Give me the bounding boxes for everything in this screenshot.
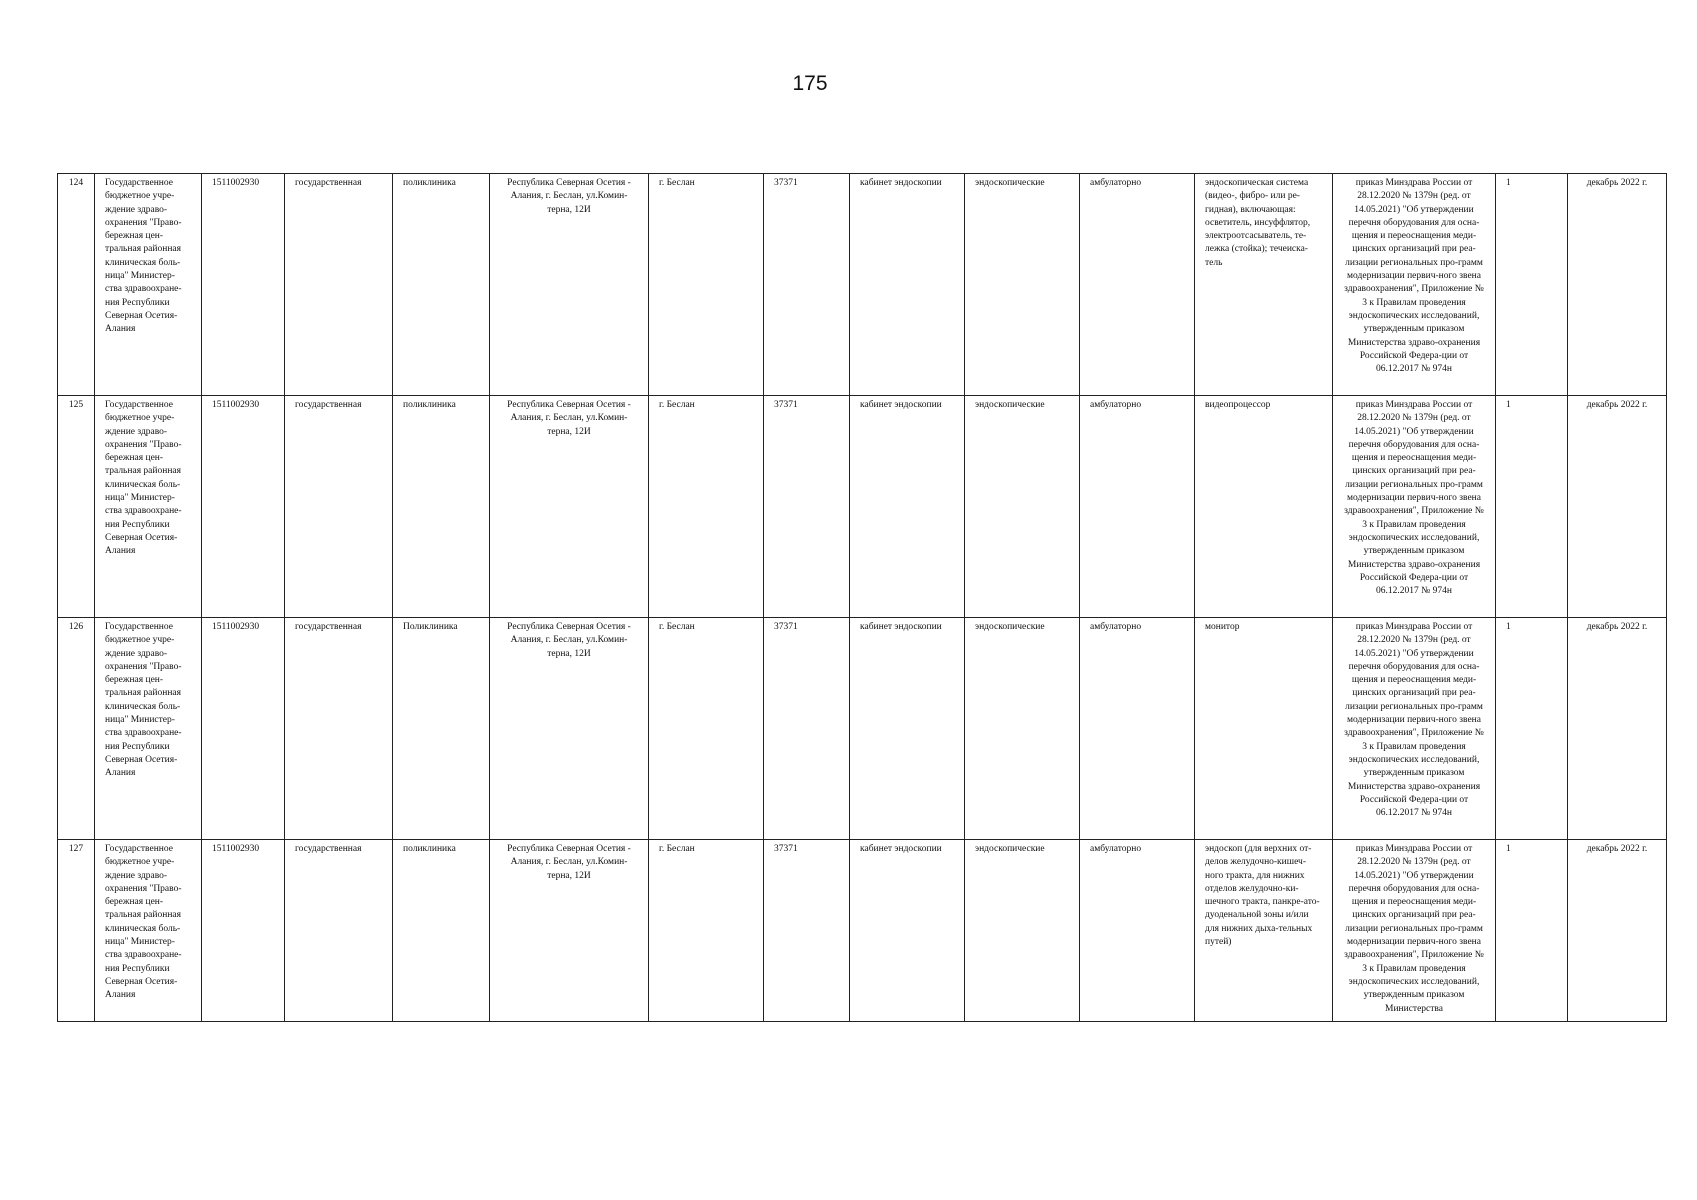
table-row: [58, 840, 1667, 1022]
city: г. Беслан: [649, 396, 764, 618]
address: Республика Северная Осетия - Алания, г. Беслан, ул.Комин-терна, 12И: [490, 618, 649, 840]
study-type: эндоскопические: [965, 174, 1080, 396]
row-number: 125: [58, 396, 95, 618]
unit-type: Поликлиника: [393, 618, 490, 840]
table-row: [58, 396, 1667, 618]
quantity: 1: [1496, 174, 1568, 396]
quantity: 1: [1496, 840, 1568, 1022]
legal-basis: приказ Минздрава России от 28.12.2020 № 1379н (ред. от 14.05.2021) "Об утверждении перечня оборудования для осна-щения и переоснащения меди-цинских организаций при реа-лизации региональных про-грамм модернизации первич-ного звена здравоохранения", Приложение № 3 к Правилам проведения эндоскопических исследований, утвержденным приказом Министерства: [1333, 840, 1496, 1022]
equipment-name: видеопроцессор: [1195, 396, 1333, 618]
quantity: 1: [1496, 618, 1568, 840]
territory-code: 37371: [764, 396, 850, 618]
inn-code: 1511002930: [202, 396, 285, 618]
cabinet: кабинет эндоскопии: [850, 840, 965, 1022]
inn-code: 1511002930: [202, 618, 285, 840]
ownership-form: государственная: [285, 396, 393, 618]
organization-name: Государственное бюджетное учре-ждение здраво-охранения "Право-бережная цен-тральная районная клиническая боль-ница" Министер-ства здравоохране-ния Республики Северная Осетия-Алания: [95, 174, 202, 396]
delivery-date: декабрь 2022 г.: [1568, 396, 1667, 618]
inn-code: 1511002930: [202, 174, 285, 396]
territory-code: 37371: [764, 174, 850, 396]
equipment-name: эндоскоп (для верхних от-делов желудочно-кишеч-ного тракта, для нижних отделов желудочно-ки-шечного тракта, панкре-ато-дуоденальной зоны и/или для нижних дыха-тельных путей): [1195, 840, 1333, 1022]
equipment-name: монитор: [1195, 618, 1333, 840]
care-condition: амбулаторно: [1080, 396, 1195, 618]
unit-type: поликлиника: [393, 840, 490, 1022]
address: Республика Северная Осетия - Алания, г. Беслан, ул.Комин-терна, 12И: [490, 840, 649, 1022]
address: Республика Северная Осетия - Алания, г. Беслан, ул.Комин-терна, 12И: [490, 174, 649, 396]
organization-name: Государственное бюджетное учре-ждение здраво-охранения "Право-бережная цен-тральная районная клиническая боль-ница" Министер-ства здравоохране-ния Республики Северная Осетия-Алания: [95, 840, 202, 1022]
delivery-date: декабрь 2022 г.: [1568, 618, 1667, 840]
study-type: эндоскопические: [965, 618, 1080, 840]
cabinet: кабинет эндоскопии: [850, 618, 965, 840]
equipment-name: эндоскопическая система (видео-, фибро- или ре-гидная), включающая: осветитель, инсуффлятор, электроотсасыватель, те-лежка (стойка); течеиска-тель: [1195, 174, 1333, 396]
row-number: 124: [58, 174, 95, 396]
legal-basis: приказ Минздрава России от 28.12.2020 № 1379н (ред. от 14.05.2021) "Об утверждении перечня оборудования для осна-щения и переоснащения меди-цинских организаций при реа-лизации региональных про-грамм модернизации первич-ного звена здравоохранения", Приложение № 3 к Правилам проведения эндоскопических исследований, утвержденным приказом Министерства здраво-охранения Российской Федера-ции от 06.12.2017 № 974н: [1333, 618, 1496, 840]
page-number: 175: [792, 72, 828, 95]
city: г. Беслан: [649, 174, 764, 396]
cabinet: кабинет эндоскопии: [850, 396, 965, 618]
organization-name: Государственное бюджетное учре-ждение здраво-охранения "Право-бережная цен-тральная районная клиническая боль-ница" Министер-ства здравоохране-ния Республики Северная Осетия-Алания: [95, 618, 202, 840]
unit-type: поликлиника: [393, 396, 490, 618]
organization-name: Государственное бюджетное учре-ждение здраво-охранения "Право-бережная цен-тральная районная клиническая боль-ница" Министер-ства здравоохране-ния Республики Северная Осетия-Алания: [95, 396, 202, 618]
inn-code: 1511002930: [202, 840, 285, 1022]
ownership-form: государственная: [285, 840, 393, 1022]
study-type: эндоскопические: [965, 840, 1080, 1022]
delivery-date: декабрь 2022 г.: [1568, 840, 1667, 1022]
ownership-form: государственная: [285, 618, 393, 840]
territory-code: 37371: [764, 840, 850, 1022]
legal-basis: приказ Минздрава России от 28.12.2020 № 1379н (ред. от 14.05.2021) "Об утверждении перечня оборудования для осна-щения и переоснащения меди-цинских организаций при реа-лизации региональных про-грамм модернизации первич-ного звена здравоохранения", Приложение № 3 к Правилам проведения эндоскопических исследований, утвержденным приказом Министерства здраво-охранения Российской Федера-ции от 06.12.2017 № 974н: [1333, 396, 1496, 618]
equipment-table: [57, 173, 1667, 1022]
row-number: 126: [58, 618, 95, 840]
city: г. Беслан: [649, 840, 764, 1022]
unit-type: поликлиника: [393, 174, 490, 396]
address: Республика Северная Осетия - Алания, г. Беслан, ул.Комин-терна, 12И: [490, 396, 649, 618]
city: г. Беслан: [649, 618, 764, 840]
care-condition: амбулаторно: [1080, 618, 1195, 840]
delivery-date: декабрь 2022 г.: [1568, 174, 1667, 396]
table-row: [58, 618, 1667, 840]
study-type: эндоскопические: [965, 396, 1080, 618]
ownership-form: государственная: [285, 174, 393, 396]
quantity: 1: [1496, 396, 1568, 618]
care-condition: амбулаторно: [1080, 840, 1195, 1022]
cabinet: кабинет эндоскопии: [850, 174, 965, 396]
care-condition: амбулаторно: [1080, 174, 1195, 396]
legal-basis: приказ Минздрава России от 28.12.2020 № 1379н (ред. от 14.05.2021) "Об утверждении перечня оборудования для осна-щения и переоснащения меди-цинских организаций при реа-лизации региональных про-грамм модернизации первич-ного звена здравоохранения", Приложение № 3 к Правилам проведения эндоскопических исследований, утвержденным приказом Министерства здраво-охранения Российской Федера-ции от 06.12.2017 № 974н: [1333, 174, 1496, 396]
table-row: [58, 174, 1667, 396]
territory-code: 37371: [764, 618, 850, 840]
row-number: 127: [58, 840, 95, 1022]
